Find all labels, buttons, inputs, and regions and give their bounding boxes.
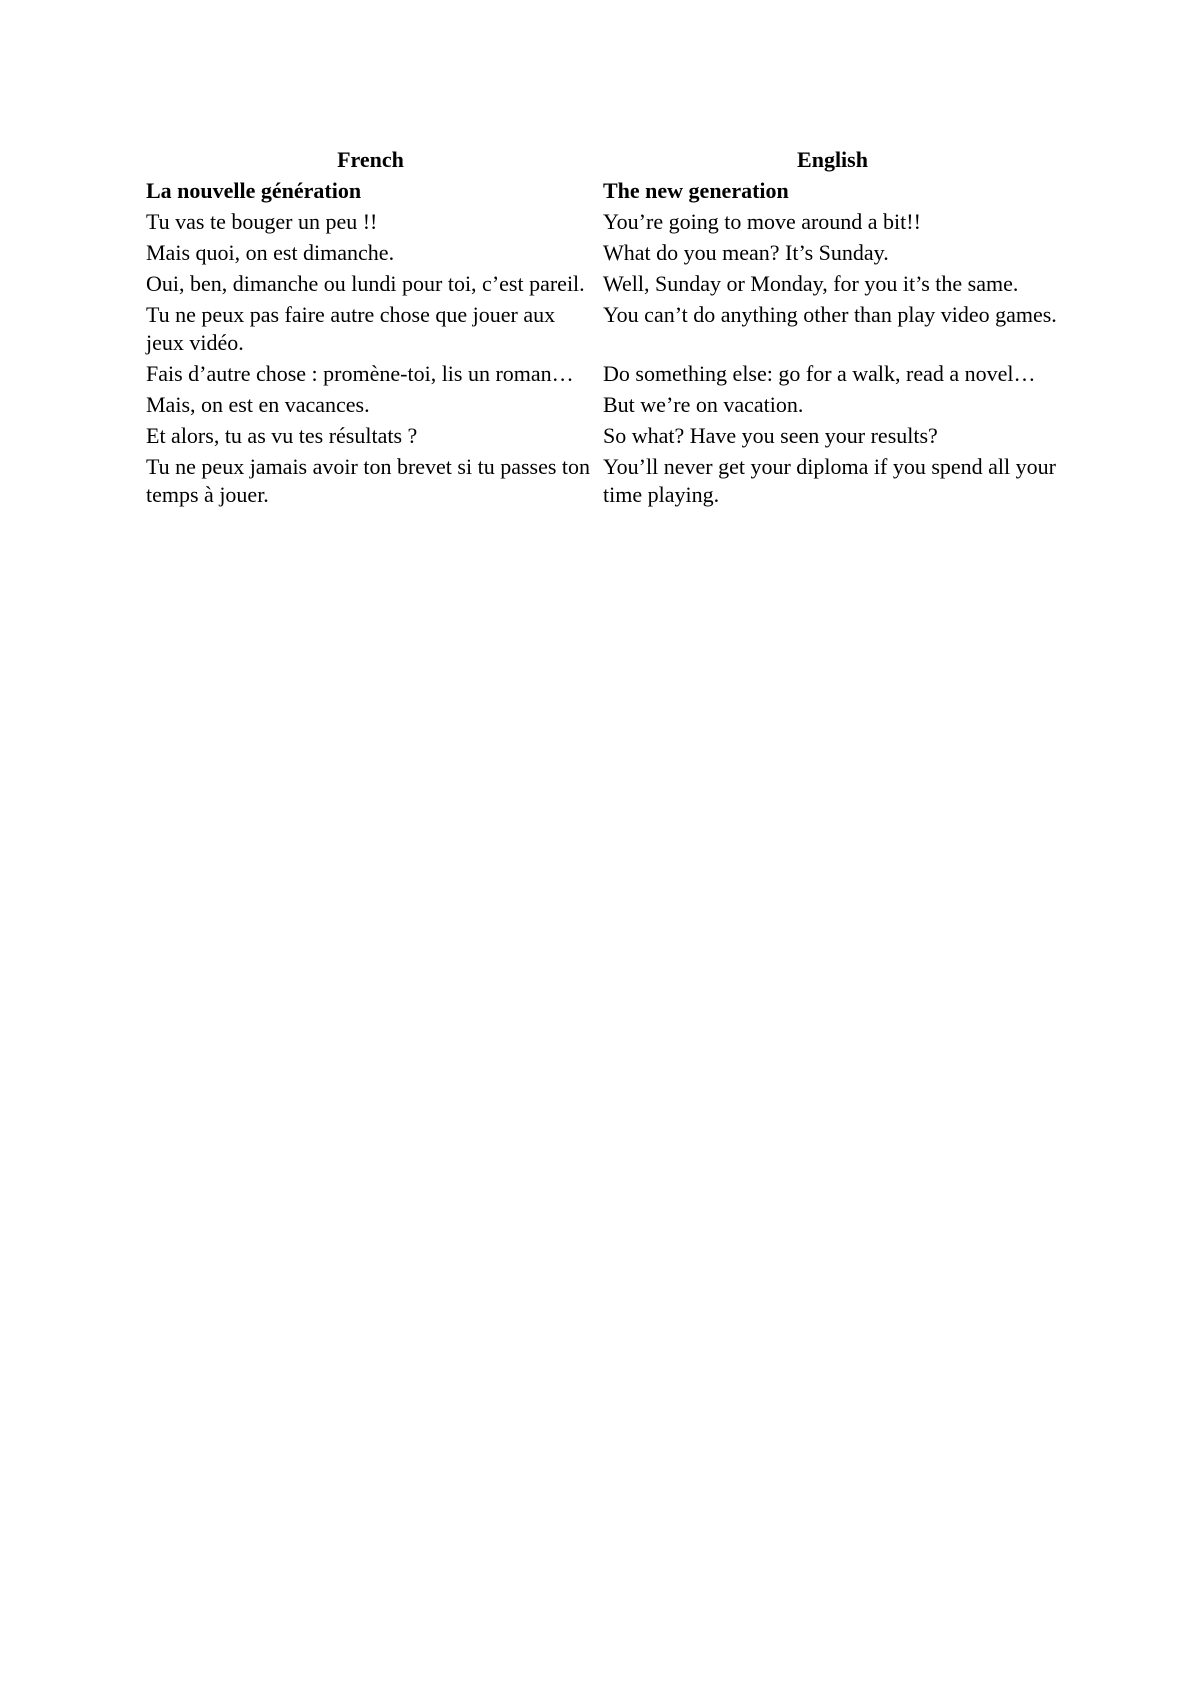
english-line: What do you mean? It’s Sunday.: [603, 240, 889, 265]
english-line: So what? Have you seen your results?: [603, 423, 938, 448]
english-line: Do something else: go for a walk, read a novel…: [603, 361, 1036, 386]
french-line: Oui, ben, dimanche ou lundi pour toi, c’est pareil.: [146, 271, 585, 296]
english-line: You’ll never get your diploma if you spend all your time playing.: [603, 454, 1056, 507]
french-line: Mais quoi, on est dimanche.: [146, 240, 395, 265]
english-line: Well, Sunday or Monday, for you it’s the same.: [603, 271, 1019, 296]
header-row: [142, 146, 1066, 177]
title-french: La nouvelle génération: [146, 178, 362, 203]
english-line: But we’re on vacation.: [603, 392, 804, 417]
french-line: Fais d’autre chose : promène-toi, lis un roman…: [146, 361, 574, 386]
table-row: [142, 301, 1066, 360]
french-line: Mais, on est en vacances.: [146, 392, 370, 417]
title-english: The new generation: [603, 178, 789, 203]
table-row: [142, 391, 1066, 422]
translation-table: [142, 146, 1066, 512]
french-line: Tu vas te bouger un peu !!: [146, 209, 378, 234]
column-header-english: English: [797, 147, 868, 172]
table-row: [142, 453, 1066, 512]
table-row: [142, 360, 1066, 391]
table-row: [142, 239, 1066, 270]
table-row: [142, 208, 1066, 239]
table-row: [142, 270, 1066, 301]
column-header-french: French: [337, 147, 404, 172]
table-row: [142, 422, 1066, 453]
english-line: You can’t do anything other than play video games.: [603, 302, 1057, 327]
english-line: You’re going to move around a bit!!: [603, 209, 921, 234]
french-line: Et alors, tu as vu tes résultats ?: [146, 423, 418, 448]
title-row: [142, 177, 1066, 208]
french-line: Tu ne peux pas faire autre chose que jouer aux jeux vidéo.: [146, 302, 556, 355]
french-line: Tu ne peux jamais avoir ton brevet si tu passes ton temps à jouer.: [146, 454, 591, 507]
